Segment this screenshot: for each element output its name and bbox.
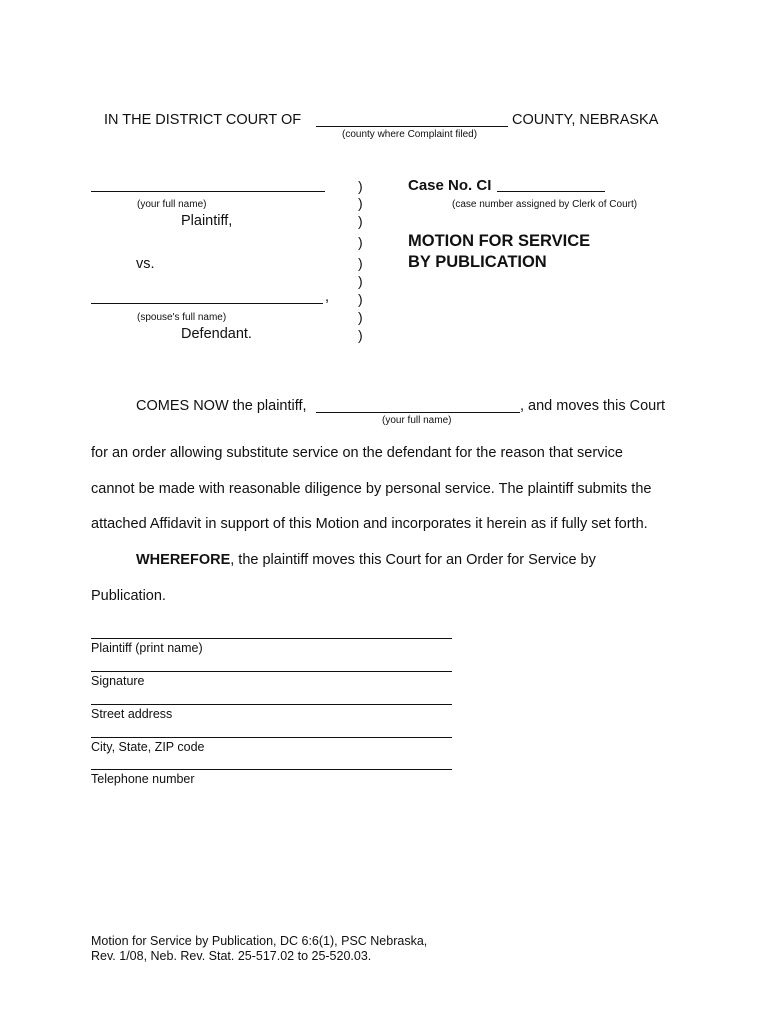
body-line-2: for an order allowing substitute service on the defendant for the reason that service (91, 445, 623, 461)
caption-paren: ) (358, 327, 363, 343)
plaintiff-full-name-line[interactable] (316, 412, 520, 413)
signature-field-line[interactable] (91, 737, 452, 738)
court-heading-suffix: COUNTY, NEBRASKA (512, 112, 659, 128)
footer-line-1: Motion for Service by Publication, DC 6:6(1), PSC Nebraska, (91, 934, 428, 948)
plaintiff-name-hint: (your full name) (137, 199, 207, 210)
motion-title-line1: MOTION FOR SERVICE (408, 232, 591, 250)
caption-paren: ) (358, 234, 363, 250)
comes-now-suffix: , and moves this Court (520, 398, 666, 414)
plaintiff-label: Plaintiff, (181, 213, 233, 229)
case-number-line[interactable] (497, 191, 605, 192)
caption-paren: ) (358, 178, 363, 194)
case-number-hint: (case number assigned by Clerk of Court) (452, 199, 638, 210)
case-number-label: Case No. CI (408, 177, 492, 194)
caption-paren: ) (358, 213, 363, 229)
defendant-comma: , (325, 289, 330, 305)
signature-field-label: City, State, ZIP code (91, 740, 205, 754)
comes-now-hint: (your full name) (382, 415, 452, 426)
vs-label: vs. (136, 256, 155, 272)
body-line-6: Publication. (91, 588, 166, 604)
caption-paren: ) (358, 273, 363, 289)
defendant-label: Defendant. (181, 326, 252, 342)
wherefore-bold: WHEREFORE (136, 552, 231, 568)
county-blank-line[interactable] (316, 126, 508, 127)
wherefore-line (136, 552, 596, 568)
caption-paren: ) (358, 255, 363, 271)
body-line-3: cannot be made with reasonable diligence by personal service. The plaintiff submits the (91, 481, 652, 497)
signature-field-label: Street address (91, 707, 173, 721)
caption-paren: ) (358, 291, 363, 307)
plaintiff-name-line[interactable] (91, 191, 325, 192)
defendant-name-line[interactable] (91, 303, 323, 304)
signature-field-line[interactable] (91, 638, 452, 639)
caption-paren: ) (358, 195, 363, 211)
county-hint: (county where Complaint filed) (342, 129, 478, 140)
body-line-4: attached Affidavit in support of this Motion and incorporates it herein as if fully set forth. (91, 516, 648, 532)
signature-field-line[interactable] (91, 704, 452, 705)
comes-now-prefix: COMES NOW the plaintiff, (136, 398, 307, 414)
signature-field-line[interactable] (91, 769, 452, 770)
motion-title-line2: BY PUBLICATION (408, 253, 547, 271)
caption-paren: ) (358, 309, 363, 325)
wherefore-rest: , the plaintiff moves this Court for an Order for Service by (230, 552, 596, 568)
signature-field-line[interactable] (91, 671, 452, 672)
court-heading-prefix: IN THE DISTRICT COURT OF (104, 112, 302, 128)
signature-field-label: Signature (91, 674, 145, 688)
signature-field-label: Plaintiff (print name) (91, 641, 203, 655)
defendant-name-hint: (spouse's full name) (137, 312, 227, 323)
footer-line-2: Rev. 1/08, Neb. Rev. Stat. 25-517.02 to 25-520.03. (91, 949, 372, 963)
signature-field-label: Telephone number (91, 772, 195, 786)
